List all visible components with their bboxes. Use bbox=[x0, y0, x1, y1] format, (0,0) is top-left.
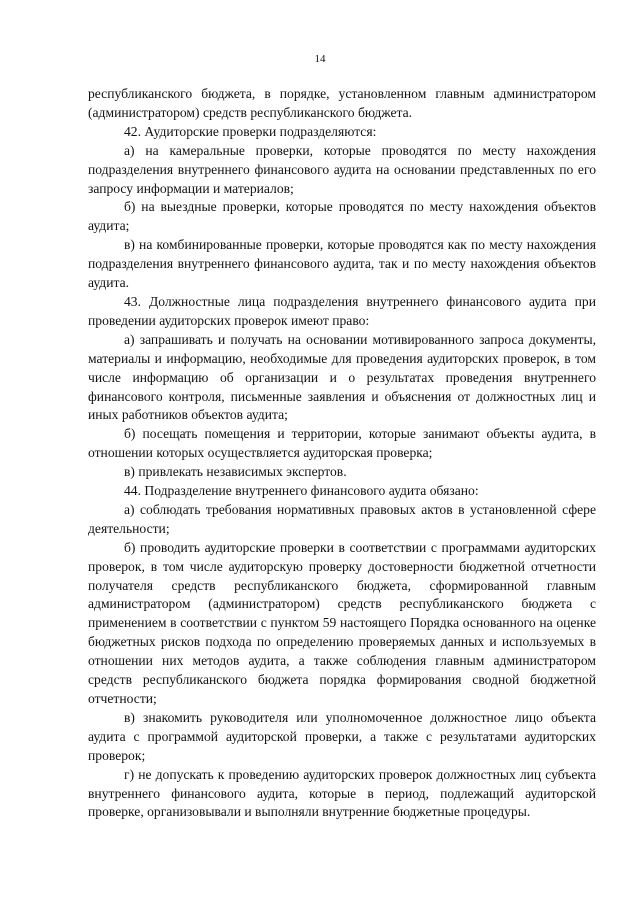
paragraph-item-44-b: б) проводить аудиторские проверки в соответствии с программами аудиторских проверок, в том числе аудиторскую проверку достоверности бюджетной отчетности получателя средств республиканского бюджета, сформированной главным администратором (администратором) средств республиканского бюджета с применением в соответствии с пунктом 59 настоящего Порядка основанного на оценке бюджетных рисков подхода по определению проверяемых данных и используемых в отношении них методов аудита, а также соблюдения главным администратором средств республиканского бюджета порядка формирования сводной бюджетной отчетности; bbox=[88, 539, 596, 706]
paragraph-item-44-a: а) соблюдать требования нормативных правовых актов в установленной сфере деятельности; bbox=[88, 501, 596, 536]
paragraph-item-42-a: а) на камеральные проверки, которые проводятся по месту нахождения подразделения внутреннего финансового аудита на основании представленных по его запросу информации и материалов; bbox=[88, 142, 596, 196]
page-number: 14 bbox=[314, 53, 326, 65]
paragraph-item-43-a: а) запрашивать и получать на основании мотивированного запроса документы, материалы и информацию, необходимые для проведения аудиторских проверок, в том числе информацию об организации и о результатах проведения внутреннего финансового контроля, письменные заявления и объяснения от должностных лиц и иных работников объектов аудита; bbox=[88, 331, 596, 423]
paragraph-continuation: республиканского бюджета, в порядке, установленном главным администратором (администратором) средств республиканского бюджета. bbox=[88, 86, 596, 120]
document-body bbox=[88, 85, 596, 822]
paragraph-item-43-v: в) привлекать независимых экспертов. bbox=[124, 464, 347, 480]
paragraph-item-43: 43. Должностные лица подразделения внутреннего финансового аудита при проведении аудиторских проверок имеют право: bbox=[88, 293, 596, 328]
paragraph-item-44-g: г) не допускать к проведению аудиторских проверок должностных лиц субъекта внутреннего финансового аудита, которые в период, подлежащий аудиторской проверке, организовывали и выполняли внутренние бюджетные процедуры. bbox=[88, 766, 596, 820]
paragraph-item-42-b: б) на выездные проверки, которые проводятся по месту нахождения объектов аудита; bbox=[88, 199, 596, 234]
paragraph-item-44: 44. Подразделение внутреннего финансового аудита обязано: bbox=[124, 483, 479, 499]
paragraph-item-43-b: б) посещать помещения и территории, которые занимают объекты аудита, в отношении которых осуществляется аудиторская проверка; bbox=[88, 426, 596, 461]
paragraph-item-42: 42. Аудиторские проверки подразделяются: bbox=[124, 123, 377, 139]
paragraph-item-42-v: в) на комбинированные проверки, которые проводятся как по месту нахождения подразделения внутреннего финансового аудита, так и по месту нахождения объектов аудита. bbox=[88, 237, 596, 291]
paragraph-item-44-v: в) знакомить руководителя или уполномоченное должностное лицо объекта аудита с программой аудиторской проверки, а также с результатами аудиторских проверок; bbox=[88, 709, 596, 763]
